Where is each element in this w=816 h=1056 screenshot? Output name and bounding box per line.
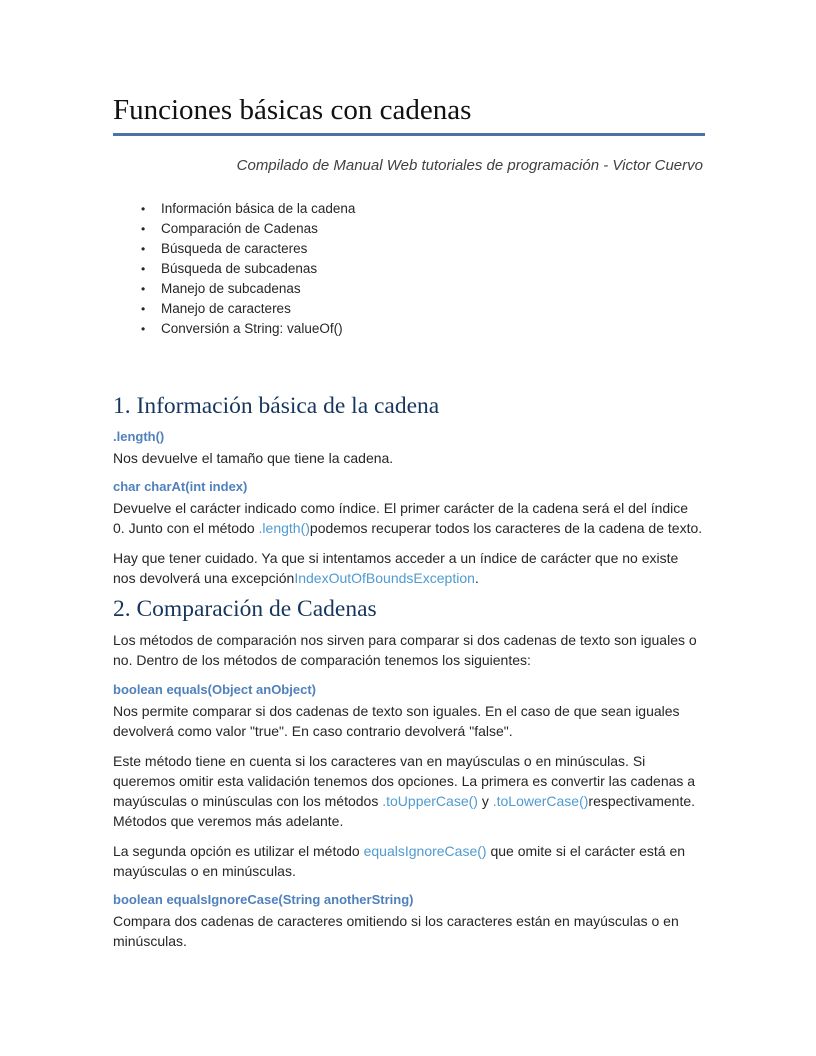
bullet-icon: • — [141, 302, 146, 316]
code-tolowercase-link[interactable]: .toLowerCase() — [492, 793, 589, 809]
method-length-term: .length() — [113, 429, 165, 444]
method-equalsignorecase-term: boolean equalsIgnoreCase(String anotherString) — [113, 892, 414, 907]
table-of-contents — [141, 199, 355, 339]
method-charat-term: char charAt(int index) — [113, 479, 248, 494]
section-heading-comparison: 2. Comparación de Cadenas — [113, 596, 377, 622]
method-charat-desc: Devuelve el carácter indicado como índice. El primer carácter de la cadena será el del índice 0. Junto con el método .length()podemos recuperar todos los caracteres de la cadena de texto. — [113, 500, 703, 536]
document-subtitle: Compilado de Manual Web tutoriales de programación - Victor Cuervo — [236, 157, 703, 174]
second-option-paragraph: La segunda opción es utilizar el método equalsIgnoreCase() que omite si el carácter está en mayúsculas o en minúsculas. — [113, 843, 686, 879]
method-length-desc: Nos devuelve el tamaño que tiene la cadena. — [113, 450, 394, 466]
section-heading-info: 1. Información básica de la cadena — [113, 393, 440, 419]
bullet-icon: • — [141, 262, 146, 276]
method-equals-term: boolean equals(Object anObject) — [113, 682, 316, 697]
comparison-intro: Los métodos de comparación nos sirven para comparar si dos cadenas de texto son iguales o no. Dentro de los métodos de comparación tenemos los siguientes: — [113, 632, 697, 668]
toc-item[interactable]: • Búsqueda de caracteres — [141, 239, 355, 259]
toc-item[interactable]: • Manejo de subcadenas — [141, 279, 355, 299]
bullet-icon: • — [141, 242, 146, 256]
method-equalsignorecase-desc: Compara dos cadenas de caracteres omitiendo si los caracteres están en mayúsculas o en minúsculas. — [113, 913, 679, 949]
code-touppercase-link[interactable]: .toUpperCase() — [382, 793, 478, 809]
method-equals-desc: Nos permite comparar si dos cadenas de texto son iguales. En el caso de que sean iguales devolverá como valor "true". En caso contrario devolverá "false". — [113, 703, 680, 739]
toc-item[interactable]: • Comparación de Cadenas — [141, 219, 355, 239]
bullet-icon: • — [141, 202, 146, 216]
toc-item[interactable]: • Información básica de la cadena — [141, 199, 355, 219]
case-sensitivity-paragraph: Este método tiene en cuenta si los caracteres van en mayúsculas o en minúsculas. Si queremos omitir esta validación tenemos dos opciones. La primera es convertir las cadenas a mayúsculas o minúsculas con los métodos .toUpperCase() y .toLowerCase()respectivamente. Métodos que veremos más adelante. — [113, 753, 696, 829]
code-exception-link[interactable]: IndexOutOfBoundsException — [294, 570, 475, 586]
toc-item[interactable]: • Búsqueda de subcadenas — [141, 259, 355, 279]
bullet-icon: • — [141, 222, 146, 236]
title-underline — [113, 133, 705, 136]
code-equalsignorecase-link[interactable]: equalsIgnoreCase() — [363, 843, 487, 859]
document-title: Funciones básicas con cadenas — [113, 94, 472, 126]
bullet-icon: • — [141, 282, 146, 296]
toc-item[interactable]: • Conversión a String: valueOf() — [141, 319, 355, 339]
code-length-link[interactable]: .length() — [258, 520, 310, 536]
bullet-icon: • — [141, 322, 146, 336]
warning-paragraph: Hay que tener cuidado. Ya que si intentamos acceder a un índice de carácter que no existe nos devolverá una excepciónIndexOutOfBoundsException. — [113, 550, 679, 586]
toc-item[interactable]: • Manejo de caracteres — [141, 299, 355, 319]
